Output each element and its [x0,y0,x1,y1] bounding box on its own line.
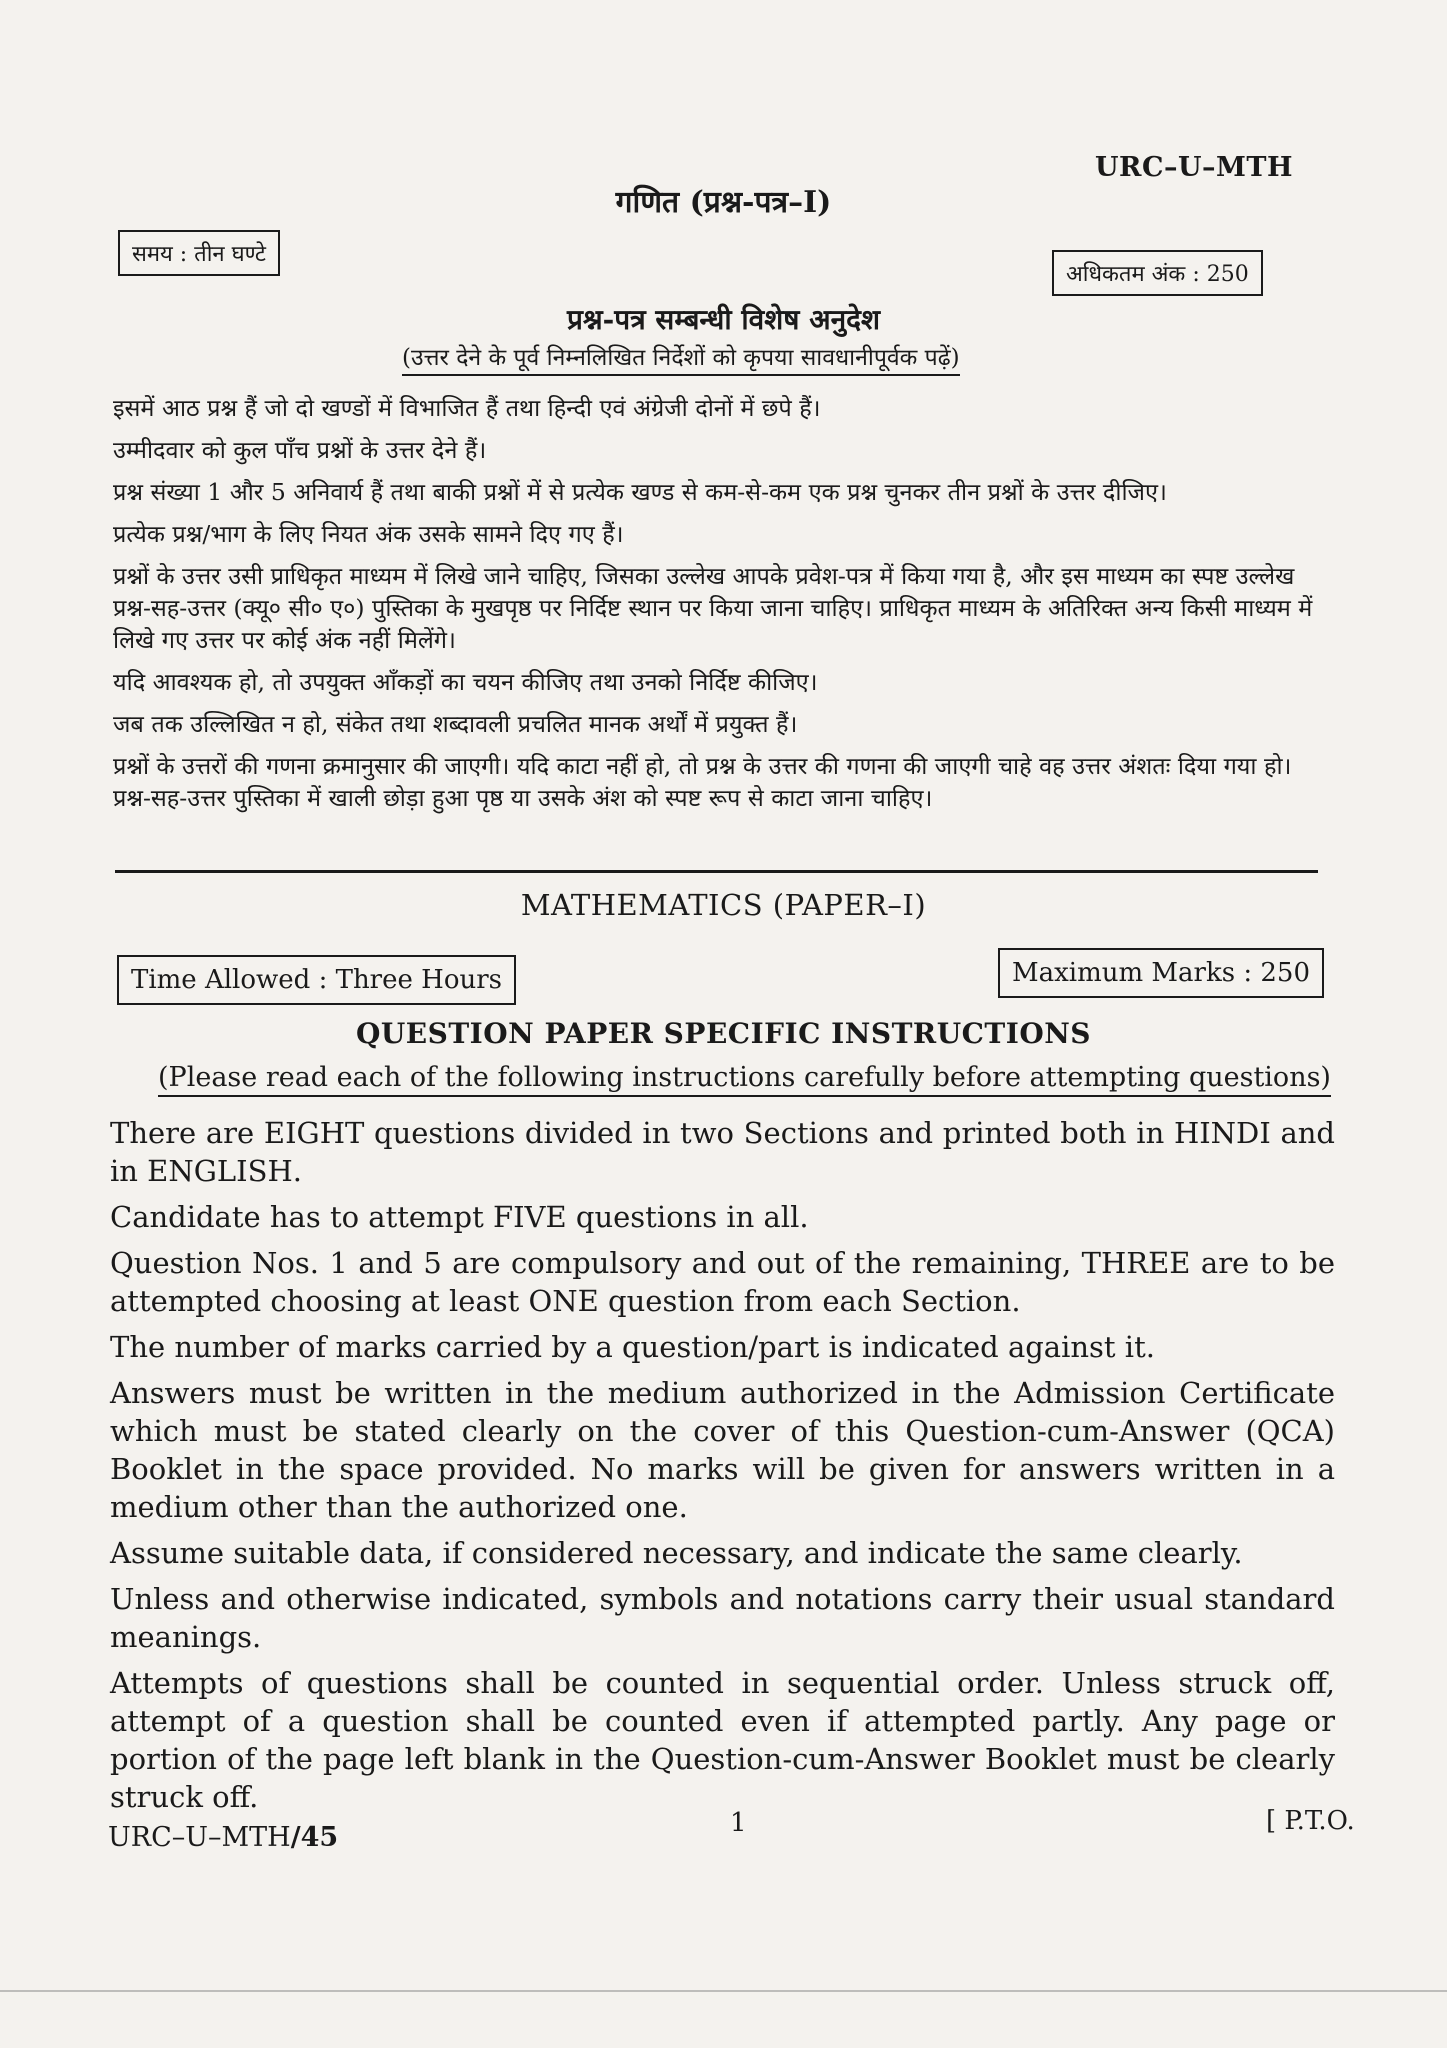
scan-edge-line [0,1990,1447,1992]
hindi-instruction-3: प्रश्न संख्या 1 और 5 अनिवार्य हैं तथा बाकी प्रश्नों में से प्रत्येक खण्ड से कम-से-कम एक प्रश्न चुनकर तीन प्रश्नों के उत्तर दीजिए। [113,478,1167,506]
english-marks-box: Maximum Marks : 250 [998,948,1324,998]
pto-label: [ P.T.O. [1266,1806,1355,1836]
english-title: MATHEMATICS (PAPER–I) [520,888,927,922]
paper-code-top: URC–U–MTH [1095,152,1294,183]
section-divider [115,870,1318,873]
hindi-instruction-1: इसमें आठ प्रश्न हैं जो दो खण्डों में विभाजित हैं तथा हिन्दी एवं अंग्रेजी दोनों में छपे हैं। [113,394,821,422]
hindi-subheading: (उत्तर देने के पूर्व निम्नलिखित निर्देशों को कृपया सावधानीपूर्वक पढ़ें) [402,340,960,376]
english-time-box: Time Allowed : Three Hours [117,955,516,1005]
english-instruction-6: Assume suitable data, if considered necessary, and indicate the same clearly. [110,1536,1243,1570]
hindi-instruction-2: उम्मीदवार को कुल पाँच प्रश्नों के उत्तर देने हैं। [113,436,487,464]
hindi-instructions [113,392,1323,824]
footer-paper-code [108,1822,338,1853]
footer-code-text: URC–U–MTH [108,1822,291,1853]
hindi-heading: प्रश्न-पत्र सम्बन्धी विशेष अनुदेश [566,303,881,336]
hindi-instruction-5: प्रश्नों के उत्तर उसी प्राधिकृत माध्यम में लिखे जाने चाहिए, जिसका उल्लेख आपके प्रवेश-पत्र में किया गया है, और इस माध्यम का स्पष्ट उल्लेख प्रश्न-सह-उत्तर (क्यू० सी० ए०) पुस्तिका के मुखपृष्ठ पर निर्दिष्ट स्थान पर किया जाना चाहिए। प्राधिकृत माध्यम के अतिरिक्त अन्य किसी माध्यम में लिखे गए उत्तर पर कोई अंक नहीं मिलेंगे। [113,562,1313,654]
hindi-time-box: समय : तीन घण्टे [118,230,280,276]
hindi-title: गणित (प्रश्न-पत्र–I) [615,185,832,220]
english-instruction-8: Attempts of questions shall be counted in sequential order. Unless struck off, attempt of a question shall be counted even if attempted partly. Any page or portion of the page left blank in the Question-cum-Answer Booklet must be clearly struck off. [110,1666,1335,1814]
english-instruction-5: Answers must be written in the medium authorized in the Admission Certificate which must be stated clearly on the cover of this Question-cum-Answer (QCA) Booklet in the space provided. No marks will be given for answers written in a medium other than the authorized one. [110,1376,1335,1524]
english-instruction-3: Question Nos. 1 and 5 are compulsory and out of the remaining, THREE are to be attempted choosing at least ONE question from each Section. [110,1246,1335,1318]
english-instructions [110,1114,1335,1824]
hindi-instruction-4: प्रत्येक प्रश्न/भाग के लिए नियत अंक उसके सामने दिए गए हैं। [113,520,624,548]
english-instruction-2: Candidate has to attempt FIVE questions in all. [110,1200,809,1234]
page-number: 1 [730,1808,747,1838]
english-instruction-7: Unless and otherwise indicated, symbols and notations carry their usual standard meanings. [110,1582,1335,1654]
hindi-marks-box: अधिकतम अंक : 250 [1052,250,1263,296]
hindi-instruction-6: यदि आवश्यक हो, तो उपयुक्त आँकड़ों का चयन कीजिए तथा उनको निर्दिष्ट कीजिए। [113,668,818,696]
english-subheading: (Please read each of the following instructions carefully before attempting questions) [158,1062,1331,1097]
english-instruction-1: There are EIGHT questions divided in two Sections and printed both in HINDI and in ENGLISH. [110,1116,1335,1188]
hindi-instruction-8: प्रश्नों के उत्तरों की गणना क्रमानुसार की जाएगी। यदि काटा नहीं हो, तो प्रश्न के उत्तर की गणना की जाएगी चाहे वह उत्तर अंशतः दिया गया हो। प्रश्न-सह-उत्तर पुस्तिका में खाली छोड़ा हुआ पृष्ठ या उसके अंश को स्पष्ट रूप से काटा जाना चाहिए। [113,752,1292,812]
footer-code-suffix: /45 [290,1822,339,1853]
english-heading: QUESTION PAPER SPECIFIC INSTRUCTIONS [355,1017,1092,1050]
english-instruction-4: The number of marks carried by a question/part is indicated against it. [110,1330,1155,1364]
hindi-instruction-7: जब तक उल्लिखित न हो, संकेत तथा शब्दावली प्रचलित मानक अर्थों में प्रयुक्त हैं। [113,710,798,738]
